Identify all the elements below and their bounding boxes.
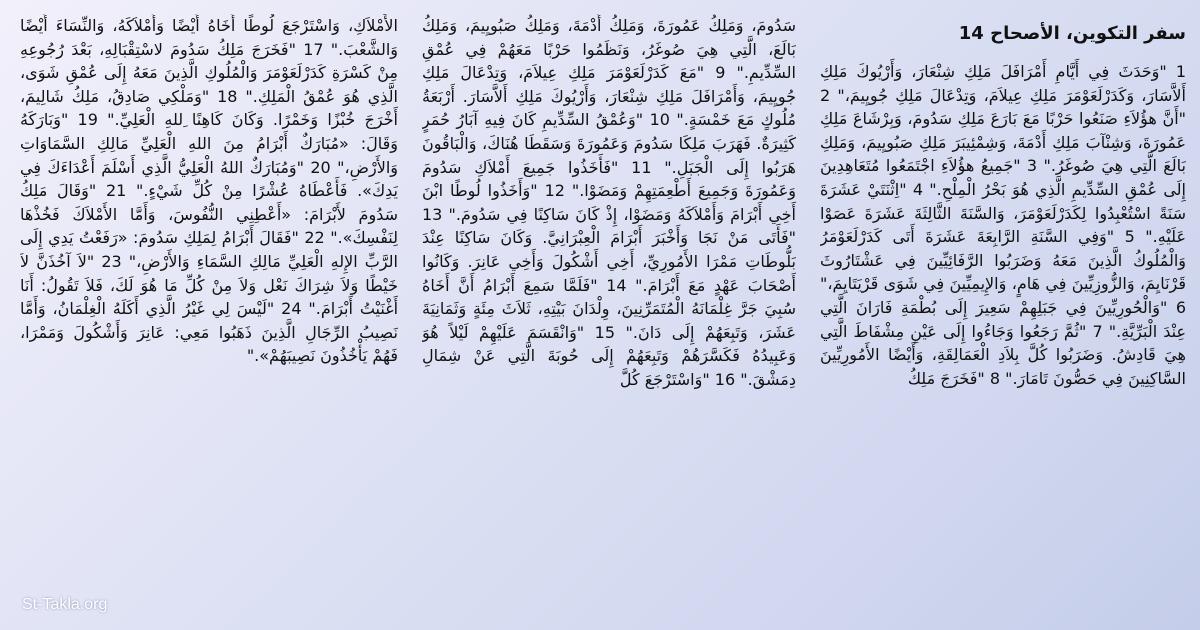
chapter-title: سفر التكوين، الأصحاح 14 [958,23,1186,44]
text-column-left [20,14,398,610]
text-column-right [820,22,1186,612]
site-watermark: St-Takla.org [22,596,108,613]
text-column-middle [422,14,796,610]
verses-8-16: سَدُومَ، وَمَلِكُ عَمُورَةَ، وَمَلِكُ أَدْمَةَ، وَمَلِكُ صَبُويِيمَ، وَمَلِكُ بَالَعَ، الَّتِي هِيَ صُوغَرُ، وَنَظَمُوا حَرْبًا مَعَهُمْ فِي عُمْقِ السِّدِّيمِ." 9 "مَعَ كَدَرْلَعَوْمَرَ مَلِكِ عِيلاَمَ، وَتِدْعَالَ مَلِكِ جُويِيمَ، وَأَمْرَافَلَ مَلِكِ شِنْعَارَ، وَأَرْيُوكَ مَلِكِ أَلاَّسَارَ. أَرْبَعَةُ مُلُوكٍ مَعَ خَمْسَةٍ." 10 "وَعُمْقُ السِّدِّيمِ كَانَ فِيهِ آبَارُ حُمَرٍ كَثِيرَةٌ. فَهَرَبَ مَلِكَا سَدُومَ وَعَمُورَةَ وَسَقَطَا هُنَاكَ، وَالْبَاقُونَ هَرَبُوا إِلَى الْجَبَلِ." 11 "فَأَخَذُوا جَمِيعَ أَمْلاَكِ سَدُومَ وَعَمُورَةَ وَجَمِيعَ أَطْعِمَتِهِمْ وَمَضَوْا." 12 "وَأَخَذُوا لُوطًا ابْنَ أَخِي أَبْرَامَ وَأَمْلاَكَهُ وَمَضَوْا، إِذْ كَانَ سَاكِنًا فِي سَدُومَ." 13 "فَأَتَى مَنْ نَجَا وَأَخْبَرَ أَبْرَامَ الْعِبْرَانِيَّ. وَكَانَ سَاكِنًا عِنْدَ بَلُّوطَاتِ مَمْرَا الأَمُورِيِّ، أَخِي أَشْكُولَ وَأَخِي عَانِرَ. وَكَانُوا أَصْحَابَ عَهْدٍ مَعَ أَبْرَامَ." 14 "فَلَمَّا سَمِعَ أَبْرَامُ أَنَّ أَخَاهُ سُبِيَ جَرَّ غِلْمَانَهُ الْمُتَمَرِّنِينَ، وِلْدَانَ بَيْتِهِ، ثَلاَثَ مِئَةٍ وَثَمَانِيَةَ عَشَرَ، وَتَبِعَهُمْ إِلَى دَانَ." 15 "وَانْقَسَمَ عَلَيْهِمْ لَيْلاً هُوَ وَعَبِيدُهُ فَكَسَّرَهُمْ وَتَبِعَهُمْ إِلَى حُوبَةَ الَّتِي عَنْ شِمَالِ دِمَشْقَ." 16 "وَاسْتَرْجَعَ كُلَّ [422,16,796,389]
verses-16-24: الأَمْلاَكِ، وَاسْتَرْجَعَ لُوطًا أَخَاهُ أَيْضًا وَأَمْلاَكَهُ، وَالنِّسَاءَ أَيْضًا وَالشَّعْبَ." 17 "فَخَرَجَ مَلِكُ سَدُومَ لاسْتِقْبَالِهِ، بَعْدَ رُجُوعِهِ مِنْ كَسْرَةِ كَدَرْلَعَوْمَرَ وَالْمُلُوكِ الَّذِينَ مَعَهُ إِلَى عُمْقِ شَوَى، الَّذِي هُوَ عُمْقُ الْمَلِكِ." 18 "وَمَلْكِي صَادِقُ، مَلِكُ شَالِيمَ، أَخْرَجَ خُبْزًا وَخَمْرًا. وَكَانَ كَاهِنًا ِللهِ الْعَلِيِّ." 19 "وَبَارَكَهُ وَقَالَ: «مُبَارَكٌ أَبْرَامُ مِنَ اللهِ الْعَلِيِّ مَالِكِ السَّمَاوَاتِ وَالأَرْضِ،" 20 "وَمُبَارَكٌ اللهُ الْعَلِيُّ الَّذِي أَسْلَمَ أَعْدَاءَكَ فِي يَدِكَ». فَأَعْطَاهُ عُشْرًا مِنْ كُلِّ شَيْءٍ." 21 "وَقَالَ مَلِكُ سَدُومَ لأَبْرَامَ: «أَعْطِنِي النُّفُوسَ، وَأَمَّا الأَمْلاَكَ فَخُذْهَا لِنَفْسِكَ»." 22 "فَقَالَ أَبْرَامُ لِمَلِكِ سَدُومَ: «رَفَعْتُ يَدِي إِلَى الرَّبِّ الإِلهِ الْعَلِيِّ مَالِكِ السَّمَاءِ وَالأَرْضِ،" 23 "لاَ آخُذَنَّ لاَ خَيْطًا وَلاَ شِرَاكَ نَعْل وَلاَ مِنْ كُلِّ مَا هُوَ لَكَ، فَلاَ تَقُولُ: أَنَا أَغْنَيْتُ أَبْرَامَ." 24 "لَيْسَ لِي غَيْرُ الَّذِي أَكَلَهُ الْغِلْمَانُ، وَأَمَّا نَصِيبُ الرِّجَالِ الَّذِينَ ذَهَبُوا مَعِي: عَانِرَ وَأَشْكُولَ وَمَمْرَا، فَهُمْ يَأْخُذُونَ نَصِيبَهُمْ»." [20,16,398,366]
verses-1-8: 1 "وَحَدَثَ فِي أَيَّامِ أَمْرَافَلَ مَلِكِ شِنْعَارَ، وَأَرْيُوكَ مَلِكِ أَلاَّسَارَ، وَكَدَرْلَعَوْمَرَ مَلِكِ عِيلاَمَ، وَتِدْعَالَ مَلِكِ جُويِيمَ،" 2 "أَنَّ هؤُلاَءِ صَنَعُوا حَرْبًا مَعَ بَارَعَ مَلِكِ سَدُومَ، وَبِرْشَاعَ مَلِكِ عَمُورَةَ، وَشِنْآبَ مَلِكِ أَدْمَةَ، وَشِمْئِيبَرَ مَلِكِ صَبُويِيمَ، وَمَلِكِ بَالَعَ الَّتِي هِيَ صُوغَرُ." 3 "جَمِيعُ هؤُلاَءِ اجْتَمَعُوا مُتَعَاهِدِينَ إِلَى عُمْقِ السِّدِّيمِ الَّذِي هُوَ بَحْرُ الْمِلْحِ." 4 "اِثْنَتَيْ عَشَرَةَ سَنَةً اسْتُعْبِدُوا لِكَدَرْلَعَوْمَرَ، وَالسَّنَةَ الثَّالِثَةَ عَشَرَةَ عَصَوْا عَلَيْهِ." 5 "وَفِي السَّنَةِ الرَّابِعَةَ عَشَرَةَ أَتَى كَدَرْلَعَوْمَرُ وَالْمُلُوكُ الَّذِينَ مَعَهُ وَضَرَبُوا الرَّفَائِيِّينَ فِي عَشْتَارُوثَ قَرْنَايِمَ، وَالزُّوزِيِّينَ فِي هَامٍ، وَالإِيمِيِّينَ فِي شَوَى قَرْيَتَايِمَ،" 6 "وَالْحُورِيِّينَ فِي جَبَلِهِمْ سَعِيرَ إِلَى بُطْمَةِ فَارَانَ الَّتِي عِنْدَ الْبَرِّيَّةِ." 7 "ثُمَّ رَجَعُوا وَجَاءُوا إِلَى عَيْنِ مِشْفَاطَ الَّتِي هِيَ قَادِشُ. وَضَرَبُوا كُلَّ بِلاَدِ الْعَمَالِقَةِ، وَأَيْضًا الأَمُورِيِّينَ السَّاكِنِينَ فِي حَصُّونَ تَامَارَ." 8 "فَخَرَجَ مَلِكُ [820,62,1186,388]
